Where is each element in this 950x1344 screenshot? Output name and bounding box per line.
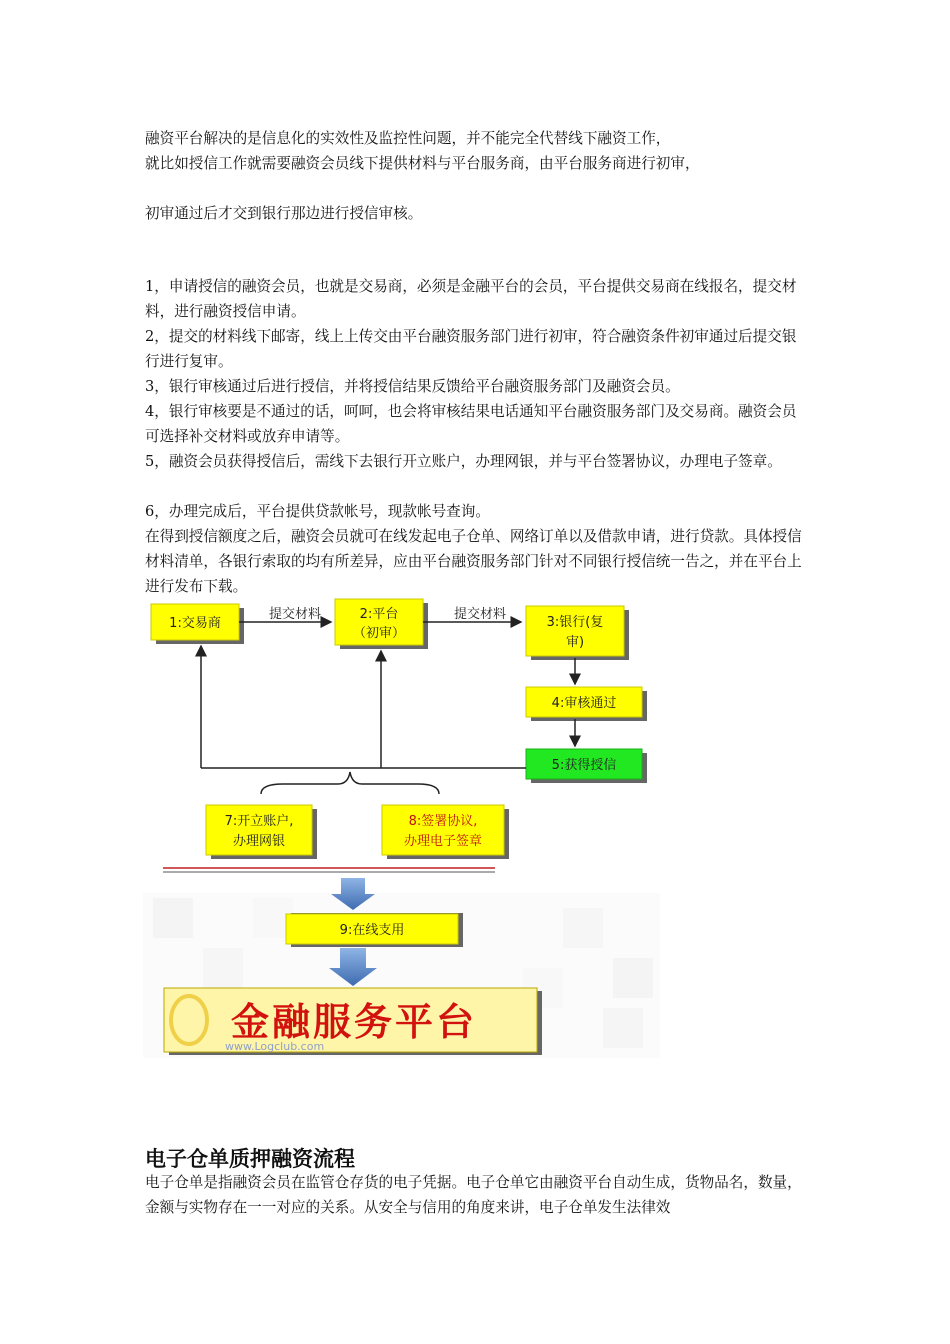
step-4-paragraph: 4，银行审核要是不通过的话，呵呵，也会将审核结果电话通知平台融资服务部门及交易商。融资会员可选择补交材料或放弃申请等。 xyxy=(145,403,797,445)
node-7-label-1: 7:开立账户, xyxy=(224,814,294,829)
node-5-label: 5:获得授信 xyxy=(551,758,617,773)
node-8-label-2: 办理电子签章 xyxy=(403,834,483,849)
edge-1-label: 提交材料 xyxy=(268,607,322,622)
node-2-label-1: 2:平台 xyxy=(359,607,399,622)
intro-line-3: 初审通过后才交到银行那边进行授信审核。 xyxy=(145,205,423,222)
intro-line-2: 就比如授信工作就需要融资会员线下提供材料与平台服务商，由平台服务商进行初审， xyxy=(145,155,700,172)
node-9-label: 9:在线支用 xyxy=(339,923,405,938)
edge-2-label: 提交材料 xyxy=(453,607,507,622)
step-1-paragraph: 1，申请授信的融资会员，也就是交易商，必须是金融平台的会员，平台提供交易商在线报名，提交材料，进行融资授信申请。 xyxy=(145,278,797,320)
node-7-label-2: 办理网银 xyxy=(232,834,286,849)
step-5-paragraph: 5，融资会员获得授信后，需线下去银行开立账户，办理网银，并与平台签署协议，办理电子签章。 xyxy=(145,453,782,470)
step-2-paragraph: 2，提交的材料线下邮寄，线上上传交由平台融资服务部门进行初审，符合融资条件初审通过后提交银行进行复审。 xyxy=(145,328,797,370)
node-3-label-2: 审) xyxy=(565,635,585,650)
after-credit-paragraph: 在得到授信额度之后，融资会员就可在线发起电子仓单、网络订单以及借款申请，进行贷款。具体授信材料清单，各银行索取的均有所差异，应由平台融资服务部门针对不同银行授信统一告之，并在平台上进行发布下载。 xyxy=(145,528,802,595)
node-3-label-1: 3:银行(复 xyxy=(546,615,604,630)
intro-line-1: 融资平台解决的是信息化的实效性及监控性问题，并不能完全代替线下融资工作， xyxy=(145,130,671,147)
node-4-label: 4:审核通过 xyxy=(551,696,617,711)
step-6-paragraph: 6，办理完成后，平台提供贷款帐号，现款帐号查询。 xyxy=(145,503,490,520)
node-8-label-1: 8:签署协议, xyxy=(408,814,478,829)
step-3-paragraph: 3，银行审核通过后进行授信，并将授信结果反馈给平台融资服务部门及融资会员。 xyxy=(145,378,680,395)
banner-title: 金融服务平台 xyxy=(231,1000,478,1044)
watermark-text: www.Logclub.com xyxy=(225,1040,325,1053)
brace-shape xyxy=(261,772,439,794)
section-body: 电子仓单是指融资会员在监管仓存货的电子凭据。电子仓单它由融资平台自动生成，货物品名，数量，金额与实物存在一一对应的关系。从安全与信用的角度来讲，电子仓单发生法律效 xyxy=(145,1174,802,1216)
node-2-label-2: （初审） xyxy=(352,626,406,641)
node-1-label: 1:交易商 xyxy=(169,616,221,631)
credit-flowchart xyxy=(143,598,660,1058)
section-heading: 电子仓单质押融资流程 xyxy=(145,1147,355,1171)
